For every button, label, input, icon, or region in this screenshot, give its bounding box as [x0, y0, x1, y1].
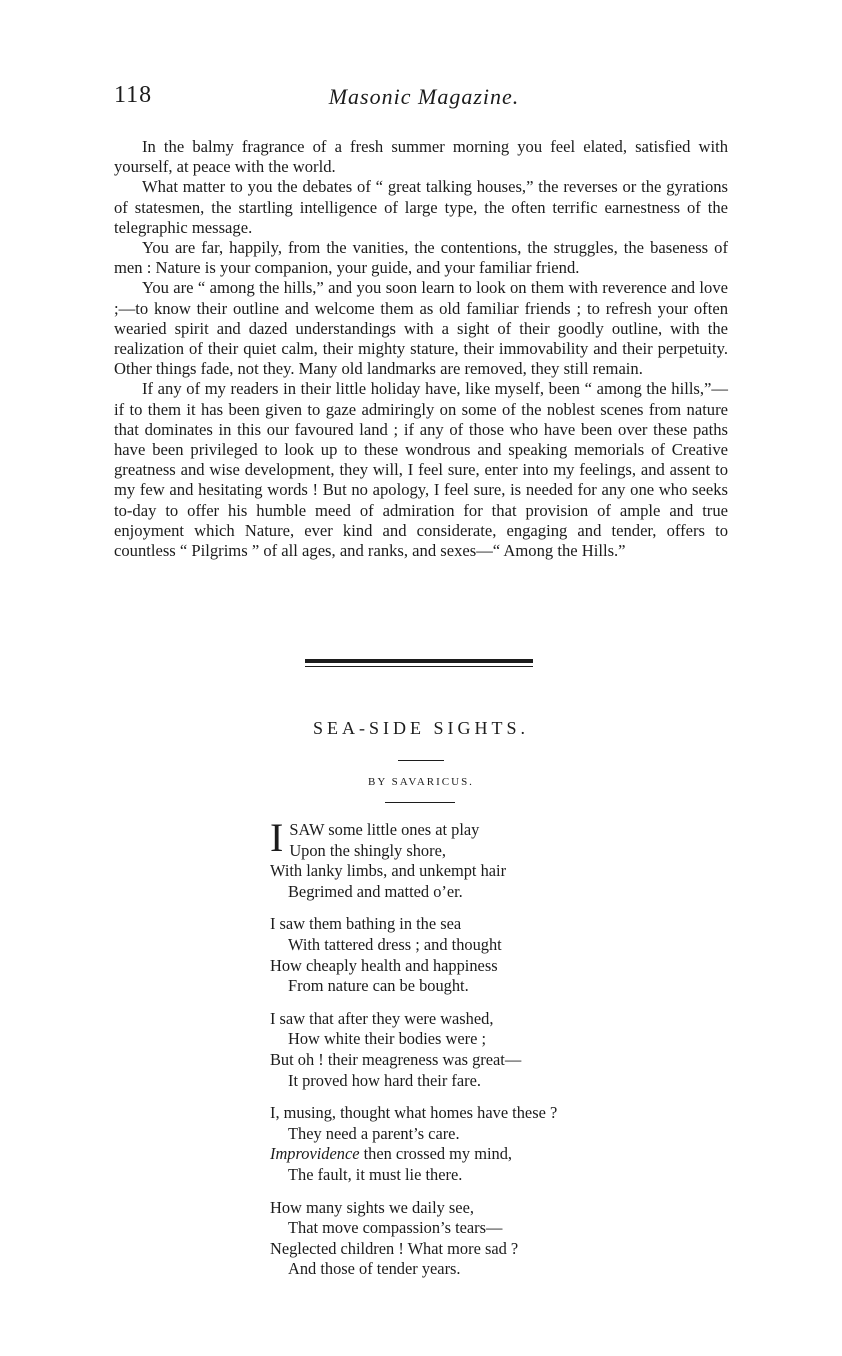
title-rule: [398, 760, 444, 761]
poem-line: Upon the shingly shore,: [289, 840, 446, 860]
poem-line: With tattered dress ; and thought: [288, 934, 502, 954]
poem-body: [270, 815, 690, 1292]
paragraph: What matter to you the debates of “ great talking houses,” the reverses or the gyrations of statesmen, the startling intelligence of large type, the often terrific earnestness of the telegraphic message.: [114, 177, 728, 237]
poem-line: How white their bodies were ;: [288, 1029, 487, 1049]
divider-thin-rule: [305, 666, 533, 667]
paragraph: In the balmy fragrance of a fresh summer morning you feel elated, satisfied with yourself, at peace with the world.: [114, 137, 728, 177]
article-body: [114, 137, 728, 561]
poem-line: Begrimed and matted o’er.: [288, 881, 463, 901]
poem-line: They need a parent’s care.: [288, 1123, 460, 1143]
poem-line: From nature can be bought.: [288, 976, 469, 996]
poem-line: Neglected children ! What more sad ?: [270, 1238, 519, 1258]
poem-line: That move compassion’s tears—: [288, 1218, 503, 1238]
poem-line: But oh ! their meagreness was great—: [270, 1049, 522, 1069]
stanza: [270, 914, 690, 996]
poem-line: The fault, it must lie there.: [288, 1164, 463, 1184]
poem-byline: BY SAVARICUS.: [368, 776, 474, 788]
poem-line: I saw them bathing in the sea: [270, 914, 462, 934]
poem-line-rest: then crossed my mind,: [359, 1144, 513, 1164]
poem-line: I saw that after they were washed,: [270, 1008, 494, 1028]
stanza: [270, 815, 690, 902]
poem-title: SEA-SIDE SIGHTS.: [312, 718, 529, 738]
section-divider: [305, 659, 533, 667]
stanza: [270, 1103, 690, 1185]
poem-line: How many sights we daily see,: [270, 1197, 474, 1217]
divider-thick-rule: [305, 659, 533, 663]
paragraph: If any of my readers in their little holiday have, like myself, been “ among the hills,”—if to them it has been given to gaze admiringly on some of the noblest scenes from nature that dominates in this our favoured land ; if any of those who have been over these paths have been privileged to look up to these wondrous and speaking memorials of Creative greatness and wise development, they will, I feel sure, enter into my feelings, and assent to my few and hesitating words ! But no apology, I feel sure, is needed for any one who seeks to-day to offer his humble meed of admiration for that provision of ample and true enjoyment which Nature, ever kind and considerate, engaging and tender, offers to countless “ Pilgrims ” of all ages, and ranks, and sexes—“ Among the Hills.”: [114, 379, 728, 561]
poem-line: I, musing, thought what homes have these ?: [270, 1103, 558, 1123]
paragraph: You are “ among the hills,” and you soon learn to look on them with reverence and love ;—to know their outline and welcome them as old familiar friends ; to refresh your often wearied spirit and dazed understandings with a sight of their goodly outline, with the realization of their quiet calm, their mighty stature, their immovability and their perpetuity. Other things fade, not they. Many old landmarks are removed, they still remain.: [114, 278, 728, 379]
stanza: [270, 1198, 690, 1280]
poem-line: [270, 1144, 690, 1165]
page-number: 118: [114, 82, 153, 108]
poem-line: With lanky limbs, and unkempt hair: [270, 861, 507, 881]
page-header: [114, 82, 734, 118]
running-title: Masonic Magazine.: [328, 84, 520, 109]
poem-line: And those of tender years.: [288, 1259, 461, 1279]
poem-line: SAW some little ones at play: [289, 820, 480, 839]
poem-line: How cheaply health and happiness: [270, 955, 498, 975]
poem-line: It proved how hard their fare.: [288, 1070, 481, 1090]
paragraph: You are far, happily, from the vanities, the contentions, the struggles, the baseness of men : Nature is your companion, your guide, and your familiar friend.: [114, 238, 728, 278]
drop-cap: I: [270, 815, 284, 860]
stanza: [270, 1009, 690, 1091]
byline-rule: [385, 802, 455, 803]
italic-word: Improvidence: [270, 1144, 360, 1164]
